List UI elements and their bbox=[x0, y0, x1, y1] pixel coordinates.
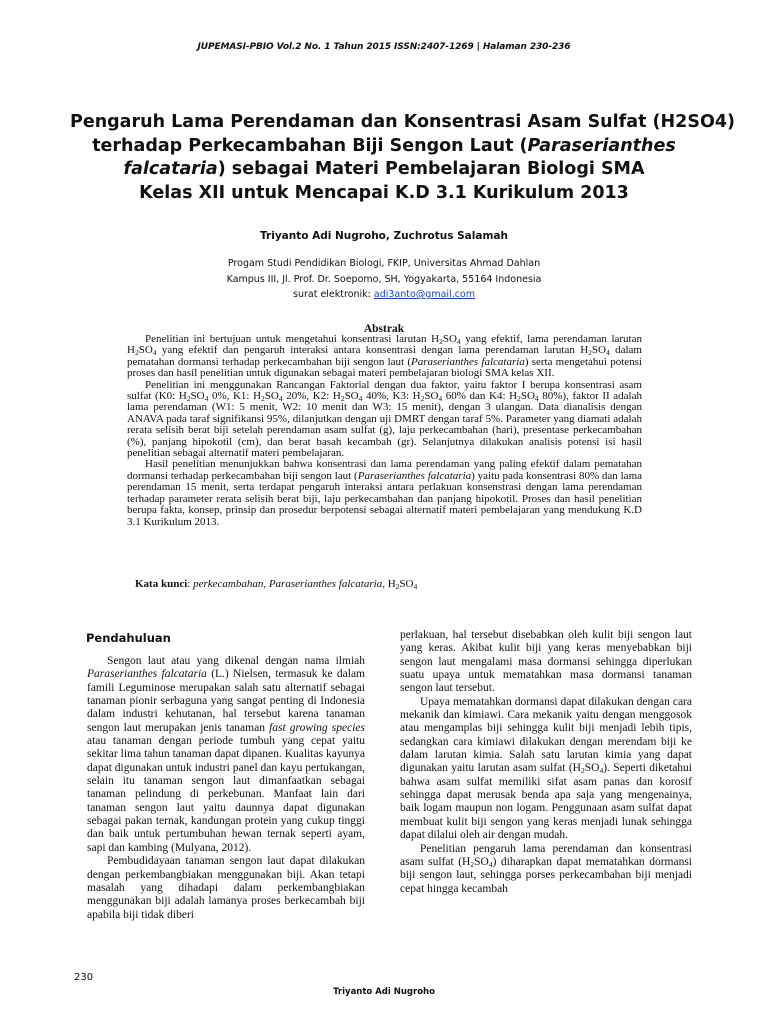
title-line-4: Kelas XII untuk Mencapai K.D 3.1 Kurikulum 2013 bbox=[139, 182, 629, 203]
keywords-line: Kata kunci: perkecambahan, Paraserianthes falcataria, $H_2SO_4$ bbox=[135, 578, 418, 591]
journal-header: JUPEMASI-PBIO Vol.2 No. 1 Tahun 2015 ISSN:2407-1269 | Halaman 230-236 bbox=[197, 42, 571, 52]
abstract-body bbox=[127, 334, 642, 528]
body-column-left bbox=[87, 655, 365, 922]
title-line-3 bbox=[70, 158, 698, 182]
title-line-2-text: terhadap Perkecambahan Biji Sengon Laut ( bbox=[92, 135, 528, 156]
affiliation-line-2: Kampus III, Jl. Prof. Dr. Soepomo, SH, Yogyakarta, 55164 Indonesia bbox=[226, 273, 542, 285]
abstract-heading: Abstrak bbox=[363, 323, 405, 335]
title-line-2 bbox=[70, 135, 698, 159]
abstract-paragraph-1: Penelitian ini bertujuan untuk mengetahui konsentrasi larutan $H_2SO_4$ yang efektif, lama perendaman larutan $H_2SO_4$ yang efektif dan pengaruh interaksi antara konsentrasi dengan lama perendaman larutan $H_2SO_4$ dalam pematahan dormansi terhadap perkecambahan biji sengon laut (Paraserianthes falcataria) serta mengetahui potensi proses dan hasil penelitian untuk digunakan sebagai materi pembelajaran biologi SMA kelas XII. bbox=[127, 333, 642, 380]
body-column-right bbox=[400, 629, 692, 896]
keywords-label: Kata kunci bbox=[135, 578, 188, 590]
body-paragraph: perlakuan, hal tersebut disebabkan oleh kulit biji sengon laut yang keras. Akibat kulit biji yang keras menyebabkan biji sengon laut mengalami masa dormansi sehingga diperlukan suatu upaya untuk mematahkan masa dormansi tanaman sengon laut tersebut. bbox=[400, 629, 692, 695]
page-number: 230 bbox=[74, 972, 94, 983]
author-list: Triyanto Adi Nugroho, Zuchrotus Salamah bbox=[260, 230, 508, 242]
keywords-terms: perkecambahan, Paraserianthes falcataria, bbox=[193, 578, 385, 590]
email-line bbox=[0, 287, 768, 303]
body-paragraph: Sengon laut atau yang dikenal dengan nama ilmiah Paraserianthes falcataria (L.) Nielsen, termasuk ke dalam famili Leguminose merupakan salah satu alternatif sebagai tanaman pionir serbaguna yang sangat penting di Indonesia dalam industri kehutanan, hal tersebut karena tanaman sengon laut merupakan jenis tanaman fast growing species atau tanaman dengan periode tumbuh yang cepat yaitu sekitar lima tahun tanaman dapat dipanen. Kualitas kayunya dapat digunakan untuk industri panel dan kayu pertukangan, selain itu tanaman sengon laut dimanfaatkan sebagai tanaman pelindung di perkebunan. Manfaat lain dari tanaman sengon laut yaitu daunnya dapat digunakan sebagai pakan ternak, kandungan protein yang cukup tinggi dan baik untuk pertumbuhan hewan ternak seperti ayam, sapi dan kambing (Mulyana, 2012). bbox=[87, 655, 365, 854]
body-paragraph: Pembudidayaan tanaman sengon laut dapat dilakukan dengan perkembangbiakan menggunakan biji. Akan tetapi masalah yang dihadapi dalam perkembangbiakan menggunakan biji adalah lamanya proses berkecambah biji apabila biji tidak diberi bbox=[87, 855, 365, 921]
title-species-genus: Paraserianthes bbox=[527, 135, 676, 156]
title-line-3-text: ) sebagai Materi Pembelajaran Biologi SMA bbox=[217, 159, 645, 179]
body-paragraph: Upaya mematahkan dormansi dapat dilakukan dengan cara mekanik dan kimiawi. Cara mekanik yaitu dengan menggosok atau mengamplas biji sehingga kulit biji menjadi lebih tipis, sedangkan cara kimiawi dilakukan dengan merendam biji ke dalam larutan kimia. Salah satu larutan kimia yang dapat digunakan yaitu larutan asam sulfat $(H_2SO_4)$. Seperti diketahui bahwa asam sulfat memiliki sifat asam panas dan korosif sehingga dapat merusak benda apa saja yang mengenainya, baik logam maupun non logam. Penggunaan asam sulfat dapat membuat kulit biji sengon yang keras menjadi lunak sehingga dapat dilalui oleh air dengan mudah. bbox=[400, 695, 692, 842]
section-heading-pendahuluan: Pendahuluan bbox=[86, 631, 171, 645]
affiliation bbox=[0, 256, 768, 303]
abstract-paragraph-2: Penelitian ini menggunakan Rancangan Faktorial dengan dua faktor, yaitu faktor I berupa konsentrasi asam sulfat (K0: $H_2SO_4$ 0%, K1: $H_2SO_4$ 20%, K2: $H_2SO_4$ 40%, K3: $H_2SO_4$ 60% dan K4: $H_2SO_4$ 80%), faktor II adalah lama perendaman (W1: 5 menit, W2: 10 menit dan W3: 15 menit), dengan 3 ulangan. Data dianalisis dengan ANAVA pada taraf signifikansi 95%, dilanjutkan dengan uji DMRT dengan taraf 5%. Parameter yang diamati adalah rerata selisih berat biji setelah perendaman asam sulfat (g), laju perkecambahan (hari), presentase perkecambahan (%), panjang hipokotil (cm), dan berat basah kecambah (gr). Selanjutnya dilakukan analisis potensi isi hasil penelitian sebagai alternatif materi pembelajaran. bbox=[127, 378, 642, 460]
email-link[interactable]: adi3anto@gmail.com bbox=[373, 289, 475, 300]
title-line-1: Pengaruh Lama Perendaman dan Konsentrasi Asam Sulfat (H2SO4) bbox=[70, 112, 735, 132]
footer-author: Triyanto Adi Nugroho bbox=[333, 987, 435, 997]
abstract-paragraph-3: Hasil penelitian menunjukkan bahwa konsentrasi dan lama perendaman yang paling efektif dalam pematahan dormansi terhadap perkecambahan biji sengon laut (Paraserianthes falcataria) yaitu pada konsentrasi 80% dan lama perendaman 15 menit, serta terdapat pengaruh interaksi antara perlakuan konsenstrasi dengan lama perendaman terhadap parameter rerata selisih berat biji, laju perkecambahan dan panjang hipokotil. Proses dan hasil penelitian berupa fakta, konsep, prinsip dan prosedur berpotensi sebagai alternatif materi pembelajaran yang mendukung K.D 3.1 Kurikulum 2013. bbox=[127, 458, 643, 528]
paper-title bbox=[70, 111, 735, 205]
title-species-epithet: falcataria bbox=[123, 159, 218, 179]
email-label: surat elektronik: bbox=[293, 289, 374, 300]
affiliation-line-1: Progam Studi Pendidikan Biologi, FKIP, Universitas Ahmad Dahlan bbox=[227, 258, 541, 269]
body-paragraph: Penelitian pengaruh lama perendaman dan konsentrasi asam sulfat $(H_2SO_4)$ diharapkan dapat mematahkan dormansi biji sengon laut, sehingga porses perkecambahan biji menjadi cepat hingga kecambah bbox=[400, 842, 692, 895]
